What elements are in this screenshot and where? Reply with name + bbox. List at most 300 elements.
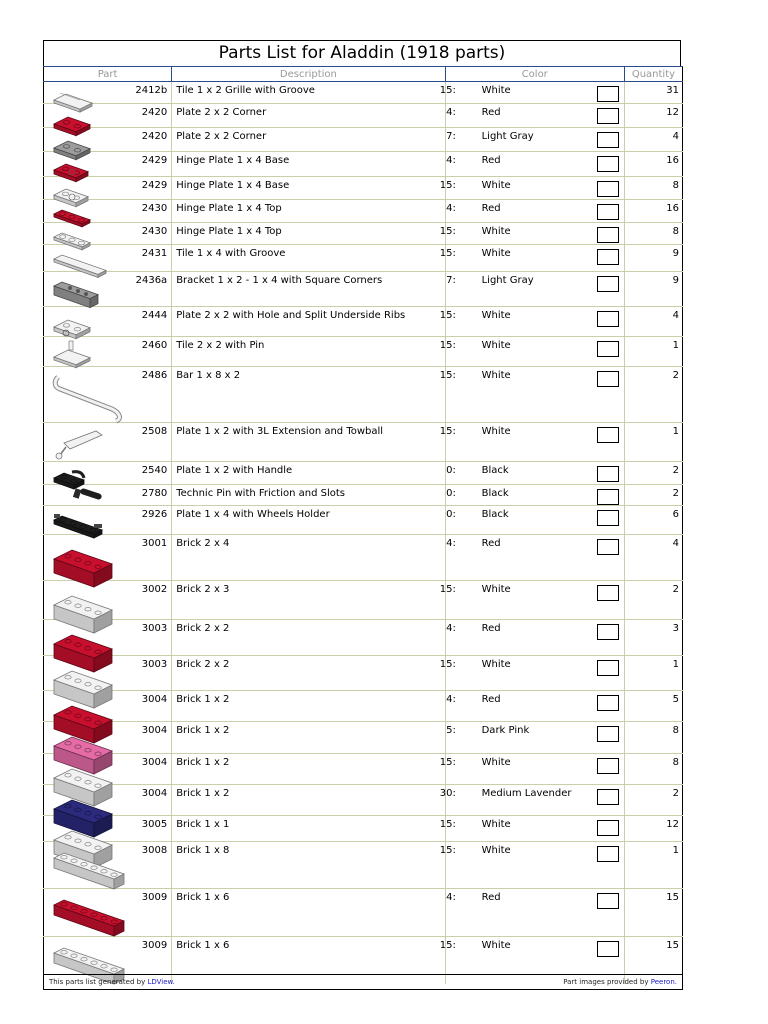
part-description: Hinge Plate 1 x 4 Base [176,155,290,166]
part-number: 3009 [141,940,168,951]
color-name: Black [481,465,509,476]
color-cell [439,754,624,785]
table-row [44,620,683,656]
tile-pin-icon [50,339,130,364]
quantity-value: 4 [672,310,679,321]
color-cell [439,842,624,889]
color-name: White [481,659,511,670]
color-number: 4: [446,107,456,118]
quantity-value: 3 [672,623,679,634]
checkbox-box[interactable] [597,427,619,443]
part-number: 2926 [141,509,168,520]
quantity-value: 9 [672,275,679,286]
part-cell [44,535,172,581]
color-name: White [481,248,511,259]
description-cell [172,754,445,785]
part-number: 2412b [135,85,168,96]
part-number: 3008 [141,845,168,856]
long-brick-icon-graphic [50,844,130,886]
part-description: Bar 1 x 8 x 2 [176,370,241,381]
part-description: Bracket 1 x 2 - 1 x 4 with Square Corners [176,275,383,286]
checkbox-box[interactable] [597,249,619,265]
quantity-cell [624,722,682,754]
description-cell [172,367,445,423]
table-row [44,581,683,620]
description-cell [172,691,445,722]
part-description: Brick 2 x 2 [176,623,230,634]
part-number: 3009 [141,892,168,903]
quantity-value: 8 [672,757,679,768]
color-number: 15: [439,757,456,768]
part-cell [44,367,172,423]
bar-icon-graphic [50,369,130,420]
quantity-cell [624,816,682,842]
color-cell [445,506,624,535]
checkbox-box[interactable] [597,276,619,292]
color-cell [439,245,624,272]
part-cell [44,691,172,722]
part-number: 2430 [141,203,168,214]
checkbox-box[interactable] [597,941,619,957]
checkbox-box[interactable] [597,510,619,526]
quantity-value: 1 [672,340,679,351]
quantity-cell [624,223,682,245]
checkbox-box[interactable] [597,86,619,102]
brick-icon-graphic [50,658,130,688]
part-cell [44,245,172,272]
table-header-row [44,67,683,82]
quantity-cell [624,337,682,367]
hinge-top-icon [50,202,130,220]
quantity-value: 6 [672,509,679,520]
part-number: 3004 [141,757,168,768]
color-number: 15: [439,310,456,321]
description-cell [172,656,445,691]
color-number: 15: [439,226,456,237]
checkbox-box[interactable] [597,820,619,836]
description-cell [172,485,445,506]
technic-pin-icon-graphic [50,487,130,503]
long-brick-icon [50,844,130,886]
footer-generated-by: This parts list generated by LDView. [49,978,175,986]
description-cell [172,82,445,104]
table-row [44,535,683,581]
color-name: Red [481,155,501,166]
quantity-cell [624,152,682,177]
footer-images-credit: Part images provided by Peeron. [563,978,677,986]
quantity-value: 1 [672,426,679,437]
part-description: Tile 2 x 2 with Pin [176,340,265,351]
table-row [44,462,683,485]
part-description: Plate 2 x 2 with Hole and Split Underside Ribs [176,310,406,321]
part-number: 2540 [141,465,168,476]
brick-icon-graphic [50,787,130,813]
color-cell [445,272,624,307]
part-number: 2460 [141,340,168,351]
part-cell [44,656,172,691]
description-cell [172,152,445,177]
tile-icon-graphic [50,247,130,269]
column-header-quantity: Quantity [624,67,682,82]
description-cell [172,272,445,307]
description-cell [172,581,445,620]
description-cell [172,104,445,128]
part-cell [44,337,172,367]
quantity-cell [624,842,682,889]
color-name: Red [481,107,501,118]
color-number: 5: [446,725,456,736]
color-cell [445,128,624,152]
hinge-base-icon [50,179,130,197]
table-row [44,656,683,691]
description-cell [172,785,445,816]
column-header-color: Color [445,67,624,82]
brick-icon [50,693,130,719]
quantity-cell [624,656,682,691]
quantity-cell [624,581,682,620]
description-cell [172,722,445,754]
part-cell [44,816,172,842]
color-number: 7: [446,275,456,286]
part-number: 2420 [141,131,168,142]
table-row [44,245,683,272]
color-number: 15: [439,248,456,259]
brick-icon [50,787,130,813]
description-cell [172,200,445,223]
quantity-value: 15 [666,892,679,903]
checkbox-box[interactable] [597,846,619,862]
part-description: Brick 1 x 2 [176,694,230,705]
table-row [44,223,683,245]
color-name: White [481,310,511,321]
color-number: 15: [439,180,456,191]
part-cell [44,104,172,128]
color-cell [439,816,624,842]
part-description: Plate 1 x 2 with 3L Extension and Towball [176,426,384,437]
handle-plate-icon-graphic [50,464,130,482]
color-number: 0: [446,465,456,476]
quantity-cell [624,889,682,937]
part-description: Brick 1 x 8 [176,845,230,856]
part-cell [44,307,172,337]
color-name: White [481,426,511,437]
part-cell [44,272,172,307]
checkbox-box[interactable] [597,789,619,805]
checkbox-box[interactable] [597,156,619,172]
table-row [44,272,683,307]
checkbox-box[interactable] [597,489,619,505]
part-number: 3004 [141,725,168,736]
ldview-link[interactable]: LDView. [147,978,175,986]
checkbox-box[interactable] [597,758,619,774]
quantity-cell [624,367,682,423]
part-cell [44,785,172,816]
color-name: White [481,85,511,96]
part-number: 2486 [141,370,168,381]
quantity-value: 2 [672,465,679,476]
part-cell [44,462,172,485]
color-number: 4: [446,538,456,549]
part-number: 2429 [141,155,168,166]
quantity-value: 12 [666,107,679,118]
part-cell [44,581,172,620]
part-description: Tile 1 x 4 with Groove [176,248,286,259]
brick-icon [50,658,130,688]
quantity-value: 15 [666,940,679,951]
part-cell [44,423,172,462]
color-cell [439,785,624,816]
color-number: 15: [439,819,456,830]
hinge-base-icon [50,154,130,174]
quantity-value: 2 [672,584,679,595]
checkbox-box[interactable] [597,132,619,148]
quantity-value: 31 [666,85,679,96]
description-cell [172,535,445,581]
part-description: Brick 2 x 4 [176,538,230,549]
quantity-cell [624,177,682,200]
color-name: Black [481,488,509,499]
checkbox-box[interactable] [597,311,619,327]
part-number: 2508 [141,426,168,437]
part-number: 3003 [141,659,168,670]
quantity-cell [624,785,682,816]
color-number: 4: [446,694,456,705]
part-number: 2444 [141,310,168,321]
long-brick-icon-graphic [50,891,130,934]
color-number: 7: [446,131,456,142]
quantity-cell [624,423,682,462]
brick-icon [50,818,130,839]
color-name: Red [481,892,501,903]
technic-pin-icon [50,487,130,503]
quantity-cell [624,245,682,272]
color-number: 4: [446,155,456,166]
brick-icon [50,756,130,782]
part-cell [44,128,172,152]
color-name: Medium Lavender [481,788,572,799]
color-name: Red [481,694,501,705]
color-name: Red [481,203,501,214]
part-description: Brick 1 x 2 [176,757,230,768]
part-description: Technic Pin with Friction and Slots [176,488,345,499]
part-description: Brick 2 x 2 [176,659,230,670]
quantity-cell [624,620,682,656]
table-row [44,889,683,937]
parts-table [43,66,683,984]
color-number: 15: [439,370,456,381]
color-name: Red [481,623,501,634]
color-number: 4: [446,623,456,634]
corner-plate-icon-graphic [50,130,130,149]
description-cell [172,177,445,200]
part-description: Plate 1 x 4 with Wheels Holder [176,509,330,520]
quantity-cell [624,82,682,104]
color-name: White [481,819,511,830]
color-name: White [481,940,511,951]
part-number: 3002 [141,584,168,595]
page-title: Parts List for Aladdin (1918 parts) [43,40,681,66]
description-cell [172,889,445,937]
color-cell [439,337,624,367]
description-cell [172,462,445,485]
description-cell [172,423,445,462]
checkbox-box[interactable] [597,585,619,601]
color-cell [445,535,624,581]
wheels-holder-icon-graphic [50,508,130,532]
quantity-cell [624,754,682,785]
table-row [44,485,683,506]
brick-icon-graphic [50,756,130,782]
grille-tile-icon [50,84,130,101]
quantity-cell [624,128,682,152]
checkbox-box[interactable] [597,695,619,711]
part-number: 2429 [141,180,168,191]
table-row [44,82,683,104]
color-name: White [481,757,511,768]
part-description: Plate 2 x 2 Corner [176,131,267,142]
color-number: 15: [439,584,456,595]
part-number: 2436a [135,275,168,286]
part-description: Plate 2 x 2 Corner [176,107,267,118]
table-row [44,754,683,785]
color-name: White [481,370,511,381]
description-cell [172,223,445,245]
quantity-cell [624,691,682,722]
color-cell [445,104,624,128]
table-row [44,506,683,535]
checkbox-box[interactable] [597,624,619,640]
color-name: White [481,226,511,237]
part-number: 2780 [141,488,168,499]
tile-icon [50,247,130,269]
wheels-holder-icon [50,508,130,532]
grille-tile-icon-graphic [50,84,130,101]
color-number: 15: [439,426,456,437]
bar-icon [50,369,130,420]
quantity-value: 12 [666,819,679,830]
table-row [44,816,683,842]
part-description: Tile 1 x 2 Grille with Groove [176,85,315,96]
brick-icon [50,724,130,751]
part-description: Brick 1 x 6 [176,892,230,903]
part-number: 2430 [141,226,168,237]
color-name: Black [481,509,509,520]
quantity-cell [624,506,682,535]
color-name: Dark Pink [481,725,530,736]
color-cell [439,423,624,462]
part-number: 2431 [141,248,168,259]
checkbox-box[interactable] [597,660,619,676]
color-cell [445,462,624,485]
table-row [44,423,683,462]
checkbox-box[interactable] [597,227,619,243]
hinge-top-icon [50,225,130,242]
part-description: Brick 1 x 2 [176,788,230,799]
brick-icon [50,537,130,578]
part-description: Brick 1 x 1 [176,819,230,830]
quantity-value: 8 [672,725,679,736]
description-cell [172,842,445,889]
corner-plate-icon [50,130,130,149]
hinge-top-icon-graphic [50,202,130,220]
part-cell [44,82,172,104]
checkbox-box[interactable] [597,204,619,220]
bracket-icon-graphic [50,274,130,304]
description-cell [172,245,445,272]
part-number: 3005 [141,819,168,830]
description-cell [172,816,445,842]
color-cell [439,656,624,691]
color-number: 15: [439,659,456,670]
checkbox-box[interactable] [597,181,619,197]
towball-plate-icon-graphic [50,425,130,459]
color-number: 15: [439,85,456,96]
color-cell [439,307,624,337]
quantity-value: 1 [672,845,679,856]
table-row [44,128,683,152]
table-row [44,367,683,423]
color-name: Light Gray [481,131,534,142]
color-cell [445,889,624,937]
quantity-value: 8 [672,226,679,237]
table-row [44,842,683,889]
part-description: Hinge Plate 1 x 4 Base [176,180,290,191]
brick-icon-graphic [50,693,130,719]
description-cell [172,128,445,152]
checkbox-box[interactable] [597,341,619,357]
checkbox-box[interactable] [597,539,619,555]
color-cell [445,485,624,506]
color-cell [445,691,624,722]
checkbox-box[interactable] [597,466,619,482]
hinge-top-icon-graphic [50,225,130,242]
color-number: 15: [439,340,456,351]
brick-icon [50,583,130,617]
towball-plate-icon [50,425,130,459]
peeron-link[interactable]: Peeron. [650,978,677,986]
quantity-cell [624,535,682,581]
color-number: 30: [439,788,456,799]
brick-icon-graphic [50,724,130,751]
color-cell [445,722,624,754]
brick-icon-graphic [50,537,130,578]
quantity-value: 16 [666,155,679,166]
checkbox-box[interactable] [597,108,619,124]
description-cell [172,307,445,337]
color-name: White [481,340,511,351]
bracket-icon [50,274,130,304]
plate-hole-icon [50,309,130,334]
table-row [44,785,683,816]
table-row [44,104,683,128]
quantity-value: 2 [672,488,679,499]
checkbox-box[interactable] [597,893,619,909]
quantity-cell [624,104,682,128]
checkbox-box[interactable] [597,371,619,387]
long-brick-icon [50,891,130,934]
quantity-value: 9 [672,248,679,259]
part-cell [44,754,172,785]
plate-hole-icon-graphic [50,309,130,334]
part-number: 3003 [141,623,168,634]
checkbox-box[interactable] [597,726,619,742]
part-cell [44,506,172,535]
color-number: 0: [446,509,456,520]
quantity-value: 5 [672,694,679,705]
part-cell [44,722,172,754]
color-name: White [481,584,511,595]
part-cell [44,200,172,223]
